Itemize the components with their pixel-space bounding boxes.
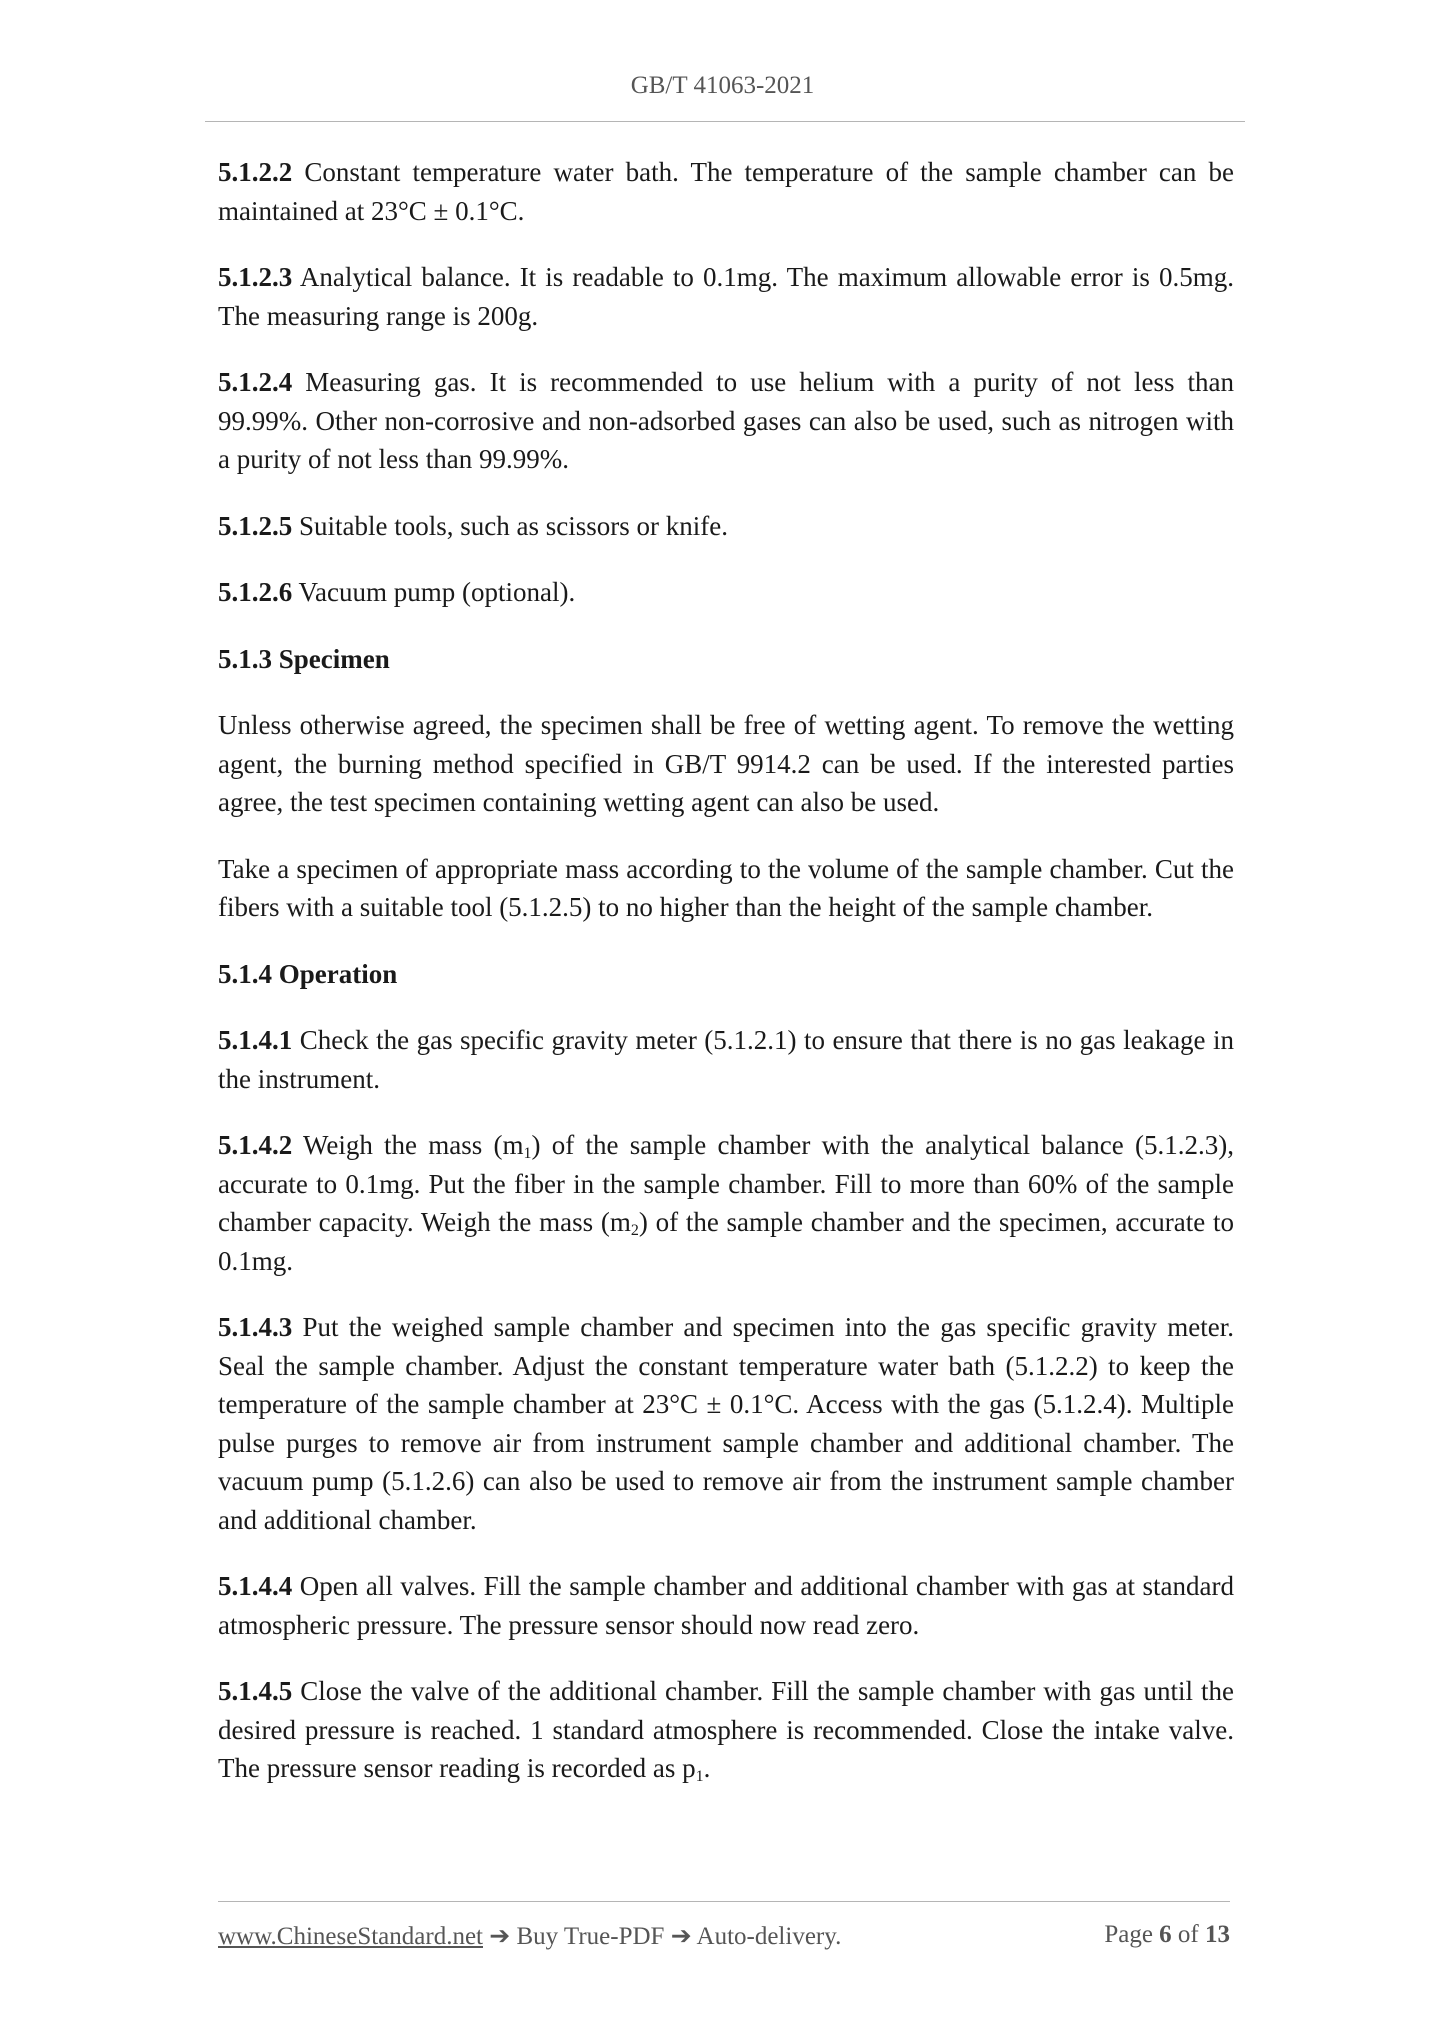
- footer-divider: [218, 1901, 1230, 1902]
- specimen-paragraph-2: Take a specimen of appropriate mass according to the volume of the sample chamber. Cut the fibers with a suitable tool (5.1.2.5) to no higher than the height of the sample chamber.: [218, 853, 1234, 922]
- clause-5-1-4-3: [218, 1308, 1234, 1539]
- current-page: 6: [1159, 1921, 1172, 1948]
- clause-5-1-4-5: [218, 1672, 1234, 1788]
- clause-text: Measuring gas. It is recommended to use helium with a purity of not less than 99.99%. Other non-corrosive and non-adsorbed gases can also be used, such as nitrogen with a purity of not less than 99.99%.: [218, 367, 1234, 474]
- clause-5-1-2-6: [218, 573, 1234, 612]
- website-link[interactable]: www.ChineseStandard.net: [218, 1923, 483, 1950]
- page-indicator: [1104, 1921, 1230, 1949]
- clause-5-1-2-3: [218, 258, 1234, 335]
- clause-text: ) of the sample chamber with the analytical balance (5.1.2.3), accurate to 0.1mg. Put the fiber in the sample chamber. Fill to more than 60% of the sample chamber capacity. Weigh the mass (m: [218, 1130, 1234, 1237]
- clause-text: Vacuum pump (optional).: [292, 577, 576, 607]
- clause-text: Open all valves. Fill the sample chamber and additional chamber with gas at standard atmospheric pressure. The pressure sensor should now read zero.: [218, 1571, 1234, 1640]
- clause-number: 5.1.2.3: [218, 262, 293, 292]
- subscript: 1: [695, 1768, 704, 1785]
- clause-number: 5.1.2.2: [218, 157, 293, 187]
- header-divider: [205, 121, 1245, 122]
- page-label: Page: [1104, 1921, 1153, 1948]
- clause-text: ) of the sample chamber and the specimen, accurate to 0.1mg.: [218, 1207, 1234, 1276]
- clause-text: Put the weighed sample chamber and specimen into the gas specific gravity meter. Seal the sample chamber. Adjust the constant temperature water bath (5.1.2.2) to keep the temperature of the sample chamber at 23°C ± 0.1°C. Access with the gas (5.1.2.4). Multiple pulse purges to remove air from instrument sample chamber and additional chamber. The vacuum pump (5.1.2.6) can also be used to remove air from the instrument sample chamber and additional chamber.: [218, 1312, 1234, 1535]
- clause-text: Suitable tools, such as scissors or knife.: [292, 510, 728, 541]
- clause-5-1-2-4: [218, 363, 1234, 479]
- arrow-right-icon: ➔: [670, 1923, 692, 1950]
- clause-number: 5.1.2.5: [218, 510, 293, 541]
- document-body: [218, 153, 1234, 1816]
- subscript: 1: [523, 1145, 532, 1162]
- clause-5-1-4-2: [218, 1126, 1234, 1280]
- clause-text: .: [703, 1753, 711, 1783]
- clause-number: 5.1.2.4: [218, 367, 293, 397]
- clause-text: Check the gas specific gravity meter (5.1.2.1) to ensure that there is no gas leakage in the instrument.: [218, 1025, 1234, 1094]
- section-heading-specimen: 5.1.3 Specimen: [218, 643, 390, 674]
- clause-5-1-2-2: [218, 153, 1234, 230]
- clause-number: 5.1.2.6: [218, 577, 293, 607]
- footer-promo: [218, 1921, 841, 1951]
- clause-number: 5.1.4.3: [218, 1312, 293, 1342]
- clause-number: 5.1.4.1: [218, 1025, 293, 1055]
- clause-text: Analytical balance. It is readable to 0.1mg. The maximum allowable error is 0.5mg. The measuring range is 200g.: [218, 262, 1234, 331]
- section-heading-operation: 5.1.4 Operation: [218, 958, 398, 989]
- buy-text: Buy True-PDF: [510, 1923, 671, 1950]
- clause-5-1-4-4: [218, 1567, 1234, 1644]
- delivery-text: Auto-delivery.: [691, 1923, 842, 1950]
- clause-number: 5.1.4.2: [218, 1130, 293, 1160]
- arrow-right-icon: ➔: [489, 1923, 511, 1950]
- clause-number: 5.1.4.5: [218, 1676, 293, 1706]
- document-header: GB/T 41063-2021: [630, 72, 815, 99]
- clause-text: Close the valve of the additional chamber. Fill the sample chamber with gas until the desired pressure is reached. 1 standard atmosphere is recommended. Close the intake valve. The pressure sensor reading is recorded as p: [218, 1676, 1234, 1783]
- clause-text: Weigh the mass (m: [292, 1130, 524, 1160]
- clause-5-1-4-1: [218, 1021, 1234, 1098]
- of-label: of: [1177, 1921, 1199, 1948]
- total-pages: 13: [1205, 1921, 1230, 1948]
- clause-5-1-2-5: [218, 507, 1234, 546]
- specimen-paragraph-1: Unless otherwise agreed, the specimen shall be free of wetting agent. To remove the wetting agent, the burning method specified in GB/T 9914.2 can be used. If the interested parties agree, the test specimen containing wetting agent can also be used.: [218, 710, 1234, 817]
- clause-text: Constant temperature water bath. The temperature of the sample chamber can be maintained at 23°C ± 0.1°C.: [218, 157, 1234, 226]
- clause-number: 5.1.4.4: [218, 1571, 293, 1601]
- subscript: 2: [630, 1222, 639, 1239]
